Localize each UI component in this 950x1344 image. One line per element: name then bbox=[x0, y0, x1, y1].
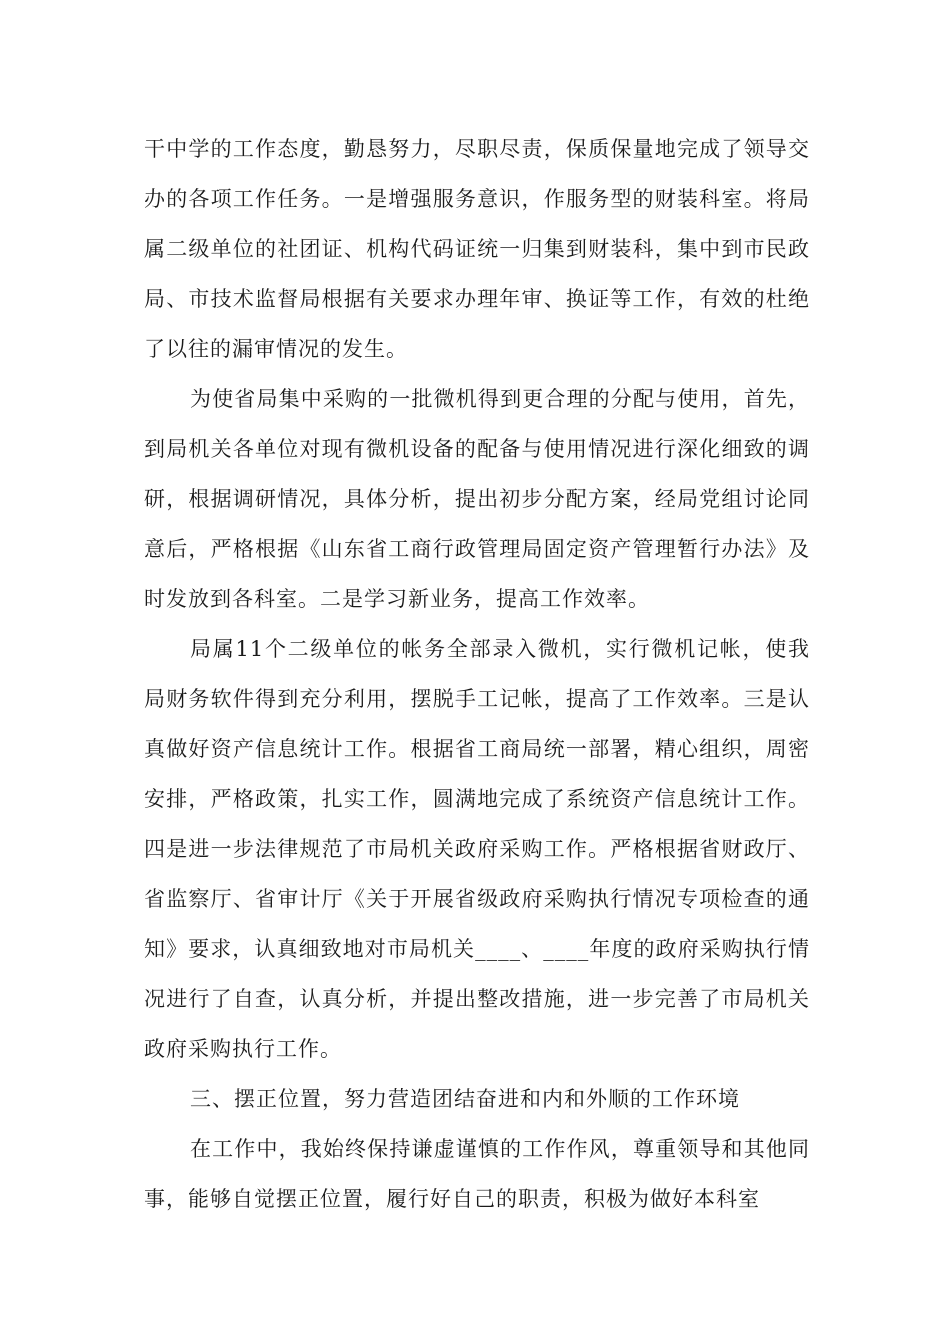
paragraph-4: 在工作中，我始终保持谦虚谨慎的工作作风，尊重领导和其他同事，能够自觉摆正位置，履行好自己的职责，积极为做好本科室 bbox=[144, 1137, 810, 1211]
paragraph-1: 干中学的工作态度，勤恳努力，尽职尽责，保质保量地完成了领导交办的各项工作任务。一是增强服务意识，作服务型的财装科室。将局属二级单位的社团证、机构代码证统一归集到财装科，集中到市民政局、市技术监督局根据有关要求办理年审、换证等工作，有效的杜绝了以往的漏审情况的发生。 bbox=[144, 137, 810, 361]
paragraph-2: 为使省局集中采购的一批微机得到更合理的分配与使用，首先，到局机关各单位对现有微机设备的配备与使用情况进行深化细致的调研，根据调研情况，具体分析，提出初步分配方案，经局党组讨论同意后，严格根据《山东省工商行政管理局固定资产管理暂行办法》及时发放到各科室。二是学习新业务，提高工作效率。 bbox=[144, 387, 810, 611]
document-page bbox=[144, 124, 810, 1224]
paragraph-3: 局属11个二级单位的帐务全部录入微机，实行微机记帐，使我局财务软件得到充分利用，摆脱手工记帐，提高了工作效率。三是认真做好资产信息统计工作。根据省工商局统一部署，精心组织，周密安排，严格政策，扎实工作，圆满地完成了系统资产信息统计工作。四是进一步法律规范了市局机关政府采购工作。严格根据省财政厅、省监察厅、省审计厅《关于开展省级政府采购执行情况专项检查的通知》要求，认真细致地对市局机关____、____年度的政府采购执行情况进行了自查，认真分析，并提出整改措施，进一步完善了市局机关政府采购执行工作。 bbox=[144, 637, 810, 1061]
section-heading: 三、摆正位置，努力营造团结奋进和内和外顺的工作环境 bbox=[190, 1087, 740, 1111]
